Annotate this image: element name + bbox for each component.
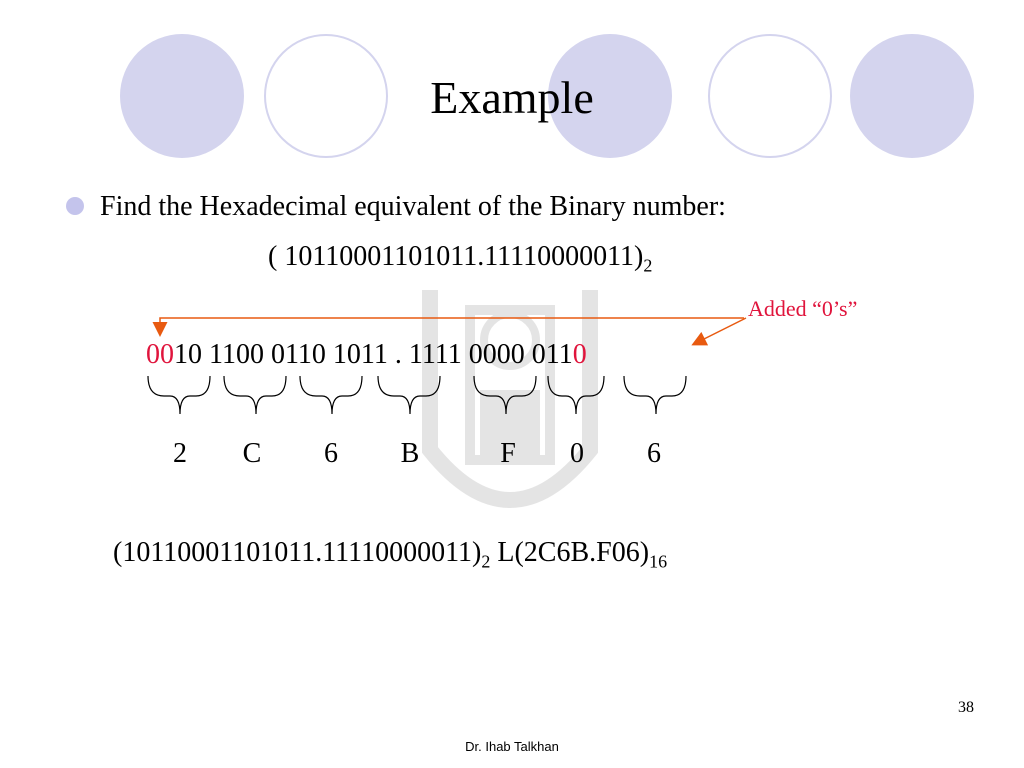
hex-digit: 6: [324, 438, 338, 469]
result-equation: [113, 536, 667, 579]
padding-zero-right: 0: [572, 339, 587, 370]
result-hex-base: 16: [649, 551, 668, 572]
binary-base: 2: [643, 255, 653, 276]
hex-digit: B: [400, 438, 420, 469]
bullet-text: Find the Hexadecimal equivalent of the Binary number:: [100, 191, 726, 222]
grouped-binary: [146, 338, 587, 372]
hex-digit: C: [242, 438, 262, 469]
result-binary: (10110001101011.11110000011): [113, 537, 482, 568]
hex-digit: 6: [647, 438, 661, 469]
added-zeros-label: Added “0’s”: [748, 296, 858, 321]
hex-digit: F: [500, 438, 516, 469]
result-hex: (2C6B.F06): [514, 537, 650, 568]
grouped-digits: 10 1100 0110 1011 . 1111 0000 011: [174, 339, 573, 370]
binary-open-paren: (: [268, 241, 285, 272]
padding-zeros-left: 00: [146, 339, 174, 370]
equivalence-symbol: L: [497, 537, 515, 568]
hex-digit: 0: [570, 438, 584, 469]
page-number: 38: [958, 699, 974, 716]
binary-value: 10110001101011.11110000011): [284, 241, 644, 272]
slide-title: Example: [430, 72, 594, 123]
result-binary-base: 2: [481, 551, 491, 572]
group-braces: [148, 376, 686, 414]
footer-author: Dr. Ihab Talkhan: [465, 739, 559, 754]
hex-digit: 2: [173, 438, 187, 469]
